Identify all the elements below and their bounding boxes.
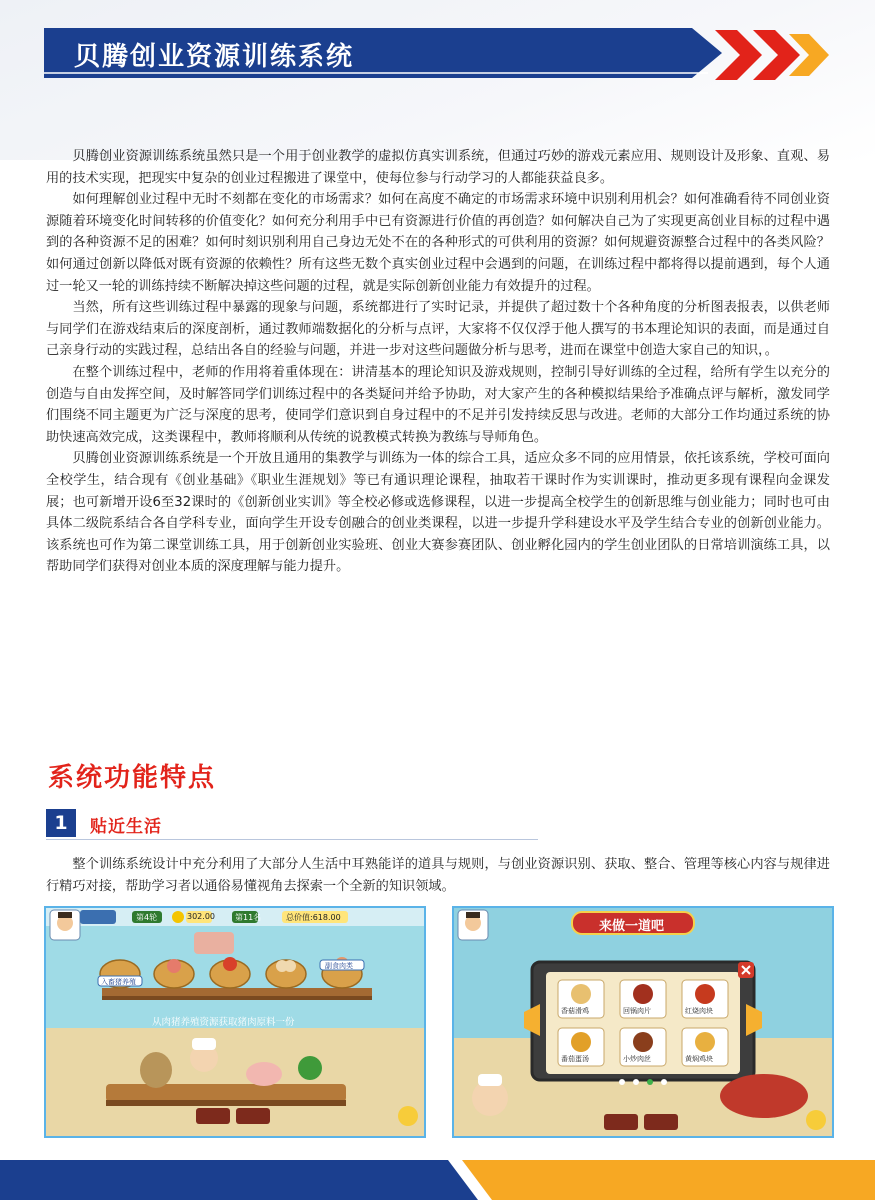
dialog-title: 来做一道吧: [599, 919, 665, 934]
feature-description: [46, 854, 830, 897]
hint-text: 从肉猪养殖资源获取猪肉原料一份: [152, 1017, 295, 1028]
dish-label: 香菇滑鸡: [561, 1007, 589, 1015]
intro-paragraph: 贝腾创业资源训练系统是一个开放且通用的集教学与训练为一体的综合工具，适应众多不同的应用情景，依托该系统，学校可面向全校学生，结合现有《创业基础》《职业生涯规划》等已有通识理论课程，抽取若干课时作为实训课时，推动更多现有课程向金课发展；也可新增开设6至32课时的《创新创业实训》等全校必修或选修课程，以进一步提高全校学生的创新思维与创业能力；同时也可由具体二级院系结合各自学科专业，面向学生开设专创融合的创业类课程，以进一步提升学科建设水平及学生结合专业的创新创业能力。该系统也可作为第二课堂训练工具，用于创新创业实验班、创业大赛参赛团队、创业孵化园内的学生创业团队的日常培训演练工具，以帮助同学们获得对创业本质的深度理解与能力提升。: [46, 451, 830, 575]
dish-label: 番茄蛋汤: [561, 1055, 589, 1063]
header-banner: [44, 28, 724, 78]
header-background: [0, 0, 875, 160]
dish-label: 红烧肉块: [685, 1007, 713, 1015]
intro-paragraph: 在整个训练过程中，老师的作用将着重体现在：讲清基本的理论知识及游戏规则，控制引导好训练的全过程，给所有学生以充分的创造与自由发挥空间，及时解答同学们训练过程中的各类疑问并给予协助，对大家产生的各种模拟结果给予准确点评与解析，激发同学们围绕不同主题更为广泛与深度的思考，使同学们意识到自身过程中的不足并引发持续反思与改进。老师的大部分工作均通过系统的协助快速高效完成，这类课程中，教师将顺利从传统的说教模式转换为教练与导师角色。: [46, 364, 830, 445]
intro-paragraph: 贝腾创业资源训练系统虽然只是一个用于创业教学的虚拟仿真实训系统，但通过巧妙的游戏元素应用、规则设计及形象、直观、易用的技术实现，把现实中复杂的创业过程搬进了课堂中，使每位参与行动学习的人都能获益良多。: [46, 149, 830, 186]
chevron-arrows-icon: [715, 30, 830, 80]
basket-label: 入畜猪养殖: [101, 978, 136, 986]
feature-description-text: 整个训练系统设计中充分利用了大部分人生活中耳熟能详的道具与规则，与创业资源识别、获取、整合、管理等核心内容与规律进行精巧对接，帮助学习者以通俗易懂视角去探索一个全新的知识领域。: [46, 857, 830, 894]
intro-text: [46, 146, 830, 578]
page-title: 贝腾创业资源训练系统: [74, 42, 355, 72]
game-screenshot-market: [44, 906, 426, 1138]
dish-label: 小炒肉丝: [623, 1055, 651, 1063]
intro-paragraph: 当然，所有这些训练过程中暴露的现象与问题，系统都进行了实时记录，并提供了超过数十个各种角度的分析图表报表，以供老师与同学们在游戏结束后的深度剖析，通过教师端数据化的分析与点评，大家将不仅仅浮于他人撰写的书本理论知识的表面，而是通过自己亲身行动的实践过程，总结出各自的经验与问题，并进一步对这些问题做分析与思考，进而在课堂中创造大家自己的知识，。: [46, 300, 830, 359]
rank-label: 第11名: [235, 913, 262, 922]
basket-label: 副食肉类: [325, 962, 353, 970]
feature-number-badge: 1: [46, 809, 76, 837]
intro-paragraph: 如何理解创业过程中无时不刻都在变化的市场需求？如何在高度不确定的市场需求环境中识别利用机会？如何准确看待不同创业资源随着环境变化时间转移的价值变化？如何充分利用手中已有资源进行价值的再创造？如何解决自己为了实现更高创业目标的过程中遇到的各种资源不足的困难？如何时刻识别利用自己身边无处不在的各种形式的可供利用的资源？如何规避资源整合过程中的各类风险？如何通过创新以降低对既有资源的依赖性？所有这些无数个真实创业过程中会遇到的问题，在训练过程中都将得以提前遇到，每个人通过一轮又一轮的训练持续不断解决掉这些问题的过程，就是实际创新创业能力有效提升的过程。: [46, 192, 830, 294]
cooking-scene-illustration: [454, 908, 832, 1136]
dish-label: 黄焖鸡块: [685, 1055, 713, 1063]
footer-stripe: [0, 1160, 875, 1200]
features-section-title: 系统功能特点: [48, 763, 217, 793]
total-value: 总价值:618.00: [286, 913, 341, 922]
coin-count: 302.00: [187, 912, 215, 921]
round-label: 第4轮: [136, 913, 158, 922]
feature-title: 贴近生活: [90, 817, 162, 837]
game-screenshot-cooking: [452, 906, 834, 1138]
feature-heading: [46, 809, 538, 840]
dish-label: 回锅肉片: [623, 1007, 651, 1015]
